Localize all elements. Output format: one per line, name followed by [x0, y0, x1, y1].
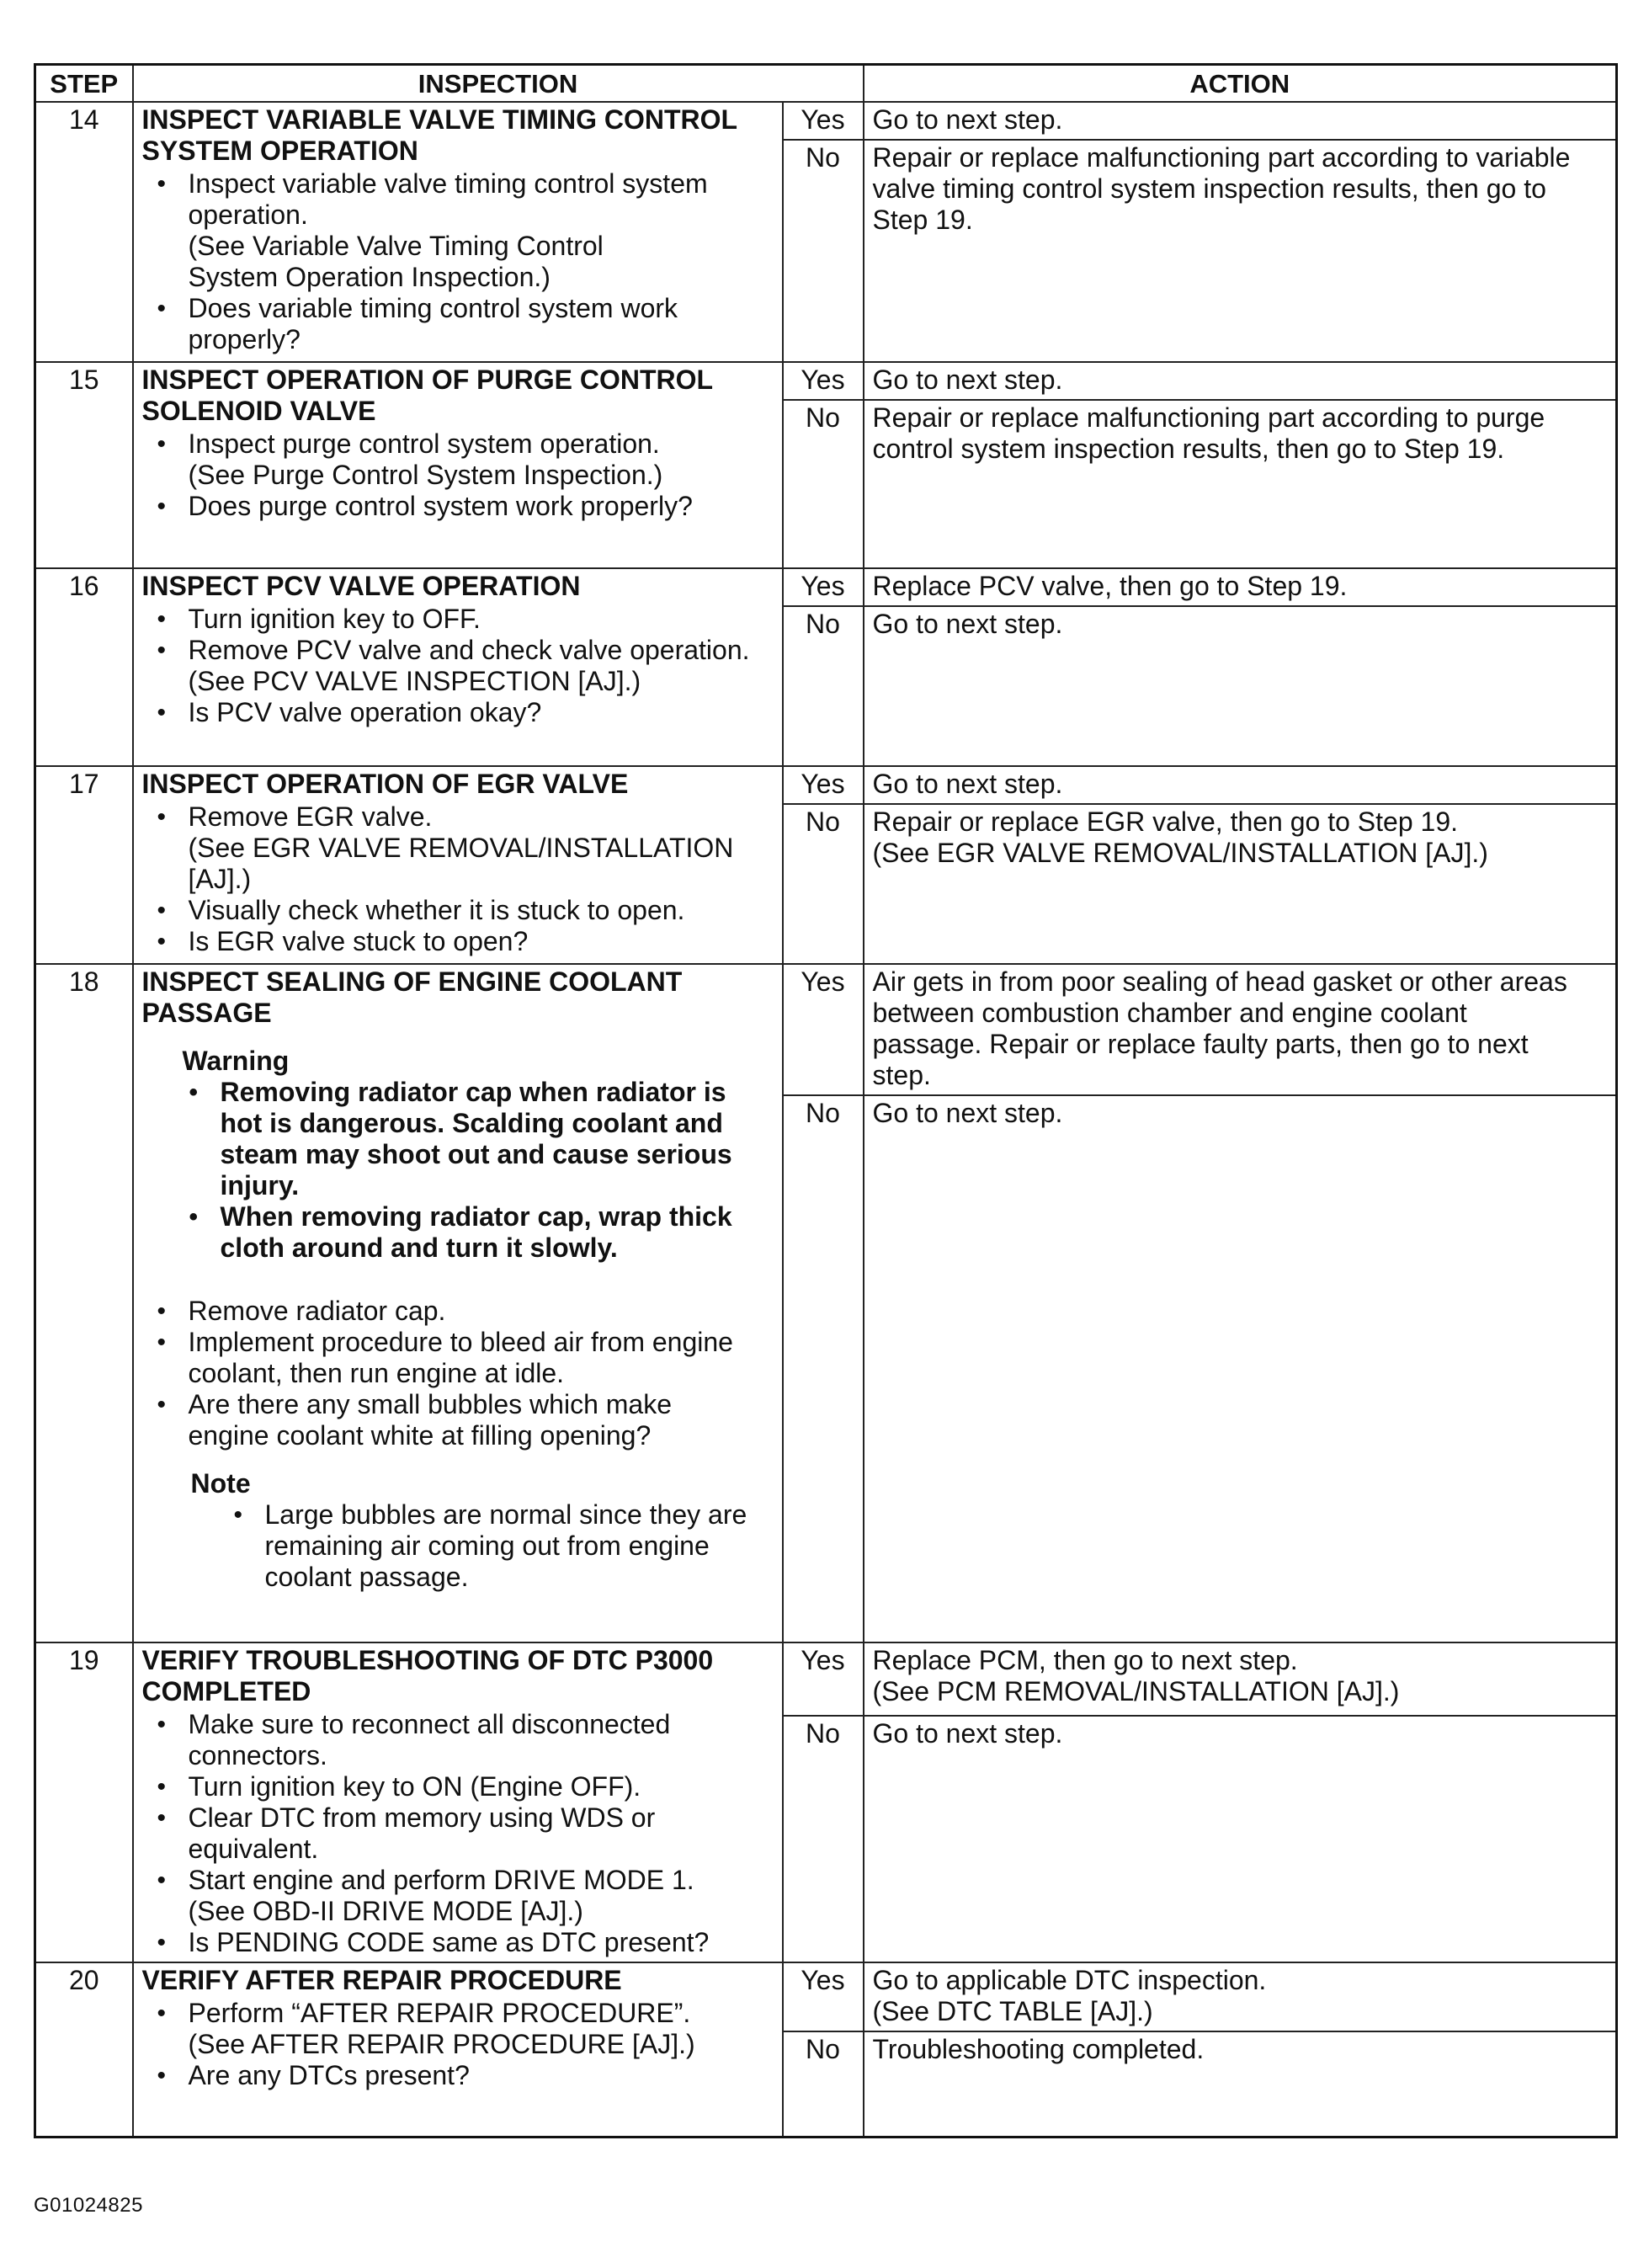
- step-title: [142, 365, 774, 427]
- warning-item-line: injury.: [220, 1170, 300, 1201]
- inspection-cell: [133, 964, 783, 1642]
- note-title: Note: [190, 1468, 251, 1499]
- inspection-item: [189, 1709, 774, 1771]
- inspection-item-list: [142, 1296, 774, 1451]
- inspection-item-list: [142, 1998, 774, 2091]
- no-action-line: Go to next step.: [872, 1098, 1063, 1128]
- warning-title: Warning: [182, 1046, 290, 1076]
- no-label: No: [783, 140, 864, 362]
- no-action-line: control system inspection results, then go to Step 19.: [872, 434, 1505, 464]
- no-action: [864, 400, 1617, 568]
- inspection-item-line: • Does purge control system work properly?: [188, 491, 693, 521]
- inspection-item-line: operation.: [188, 200, 308, 230]
- note-block: [142, 1468, 774, 1593]
- no-action-line: Repair or replace malfunctioning part according to variable: [872, 142, 1571, 173]
- inspection-item: [189, 1771, 774, 1802]
- inspection-item-line: • Perform “AFTER REPAIR PROCEDURE”.: [188, 1998, 691, 2028]
- yes-action-line: between combustion chamber and engine coolant: [872, 998, 1467, 1028]
- no-label: No: [783, 400, 864, 568]
- yes-action: [864, 1962, 1617, 2031]
- table-body: [35, 102, 1617, 2137]
- warning-item-line: • When removing radiator cap, wrap thick: [220, 1201, 732, 1232]
- no-label: No: [783, 606, 864, 766]
- inspection-item: [189, 801, 774, 895]
- step-number: 16: [35, 568, 133, 766]
- inspection-item-line: • Make sure to reconnect all disconnected: [188, 1709, 671, 1739]
- no-action-line: valve timing control system inspection results, then go to: [872, 173, 1546, 204]
- inspection-cell: [133, 766, 783, 964]
- image-reference-code: G01024825: [34, 2194, 143, 2217]
- header-step: STEP: [35, 65, 133, 103]
- step-title-line: INSPECT PCV VALVE OPERATION: [141, 571, 581, 601]
- step-title: [142, 1645, 774, 1707]
- inspection-item: [189, 1927, 774, 1958]
- yes-action: [864, 766, 1617, 804]
- inspection-cell: [133, 102, 783, 362]
- inspection-item-line: equivalent.: [188, 1834, 319, 1864]
- yes-action-line: Replace PCM, then go to next step.: [872, 1645, 1298, 1675]
- note-item-line: remaining air coming out from engine: [264, 1531, 710, 1561]
- warning-block: [142, 1046, 774, 1264]
- yes-action: [864, 362, 1617, 400]
- yes-label: Yes: [783, 362, 864, 400]
- yes-action: [864, 568, 1617, 606]
- yes-label: Yes: [783, 568, 864, 606]
- step-title-line: INSPECT OPERATION OF PURGE CONTROL: [141, 365, 714, 395]
- no-action: [864, 140, 1617, 362]
- inspection-item-line: (See Variable Valve Timing Control: [188, 231, 604, 261]
- yes-action-line: Go to next step.: [872, 104, 1063, 135]
- inspection-item: [189, 1802, 774, 1865]
- yes-action-line: Replace PCV valve, then go to Step 19.: [872, 571, 1348, 601]
- no-action-line: (See EGR VALVE REMOVAL/INSTALLATION [AJ].): [872, 838, 1488, 868]
- no-action: [864, 1716, 1617, 1962]
- yes-action-line: Go to next step.: [872, 769, 1063, 799]
- inspection-item-line: coolant, then run engine at idle.: [188, 1358, 565, 1388]
- inspection-item-line: • Remove EGR valve.: [188, 801, 433, 832]
- step-number: 19: [35, 1642, 133, 1962]
- inspection-item: [189, 1998, 774, 2060]
- header-action: ACTION: [864, 65, 1617, 103]
- yes-action: [864, 102, 1617, 140]
- step-row-20: [35, 1962, 1617, 2031]
- step-number: 15: [35, 362, 133, 568]
- inspection-item-line: (See OBD-II DRIVE MODE [AJ].): [188, 1896, 583, 1926]
- no-label: No: [783, 1716, 864, 1962]
- step-title: [142, 1965, 774, 1996]
- inspection-item: [189, 635, 774, 697]
- inspection-item-line: • Inspect purge control system operation.: [188, 429, 660, 459]
- inspection-item-line: • Is PENDING CODE same as DTC present?: [188, 1927, 710, 1957]
- note-item-line: • Large bubbles are normal since they are: [264, 1499, 747, 1530]
- inspection-item-line: (See AFTER REPAIR PROCEDURE [AJ].): [188, 2029, 695, 2059]
- no-action: [864, 804, 1617, 964]
- inspection-item-line: • Start engine and perform DRIVE MODE 1.: [188, 1865, 694, 1895]
- inspection-item-line: • Does variable timing control system work: [188, 293, 678, 323]
- inspection-item-list: [142, 801, 774, 957]
- warning-item-line: hot is dangerous. Scalding coolant and: [220, 1108, 723, 1138]
- inspection-item-list: [142, 429, 774, 522]
- no-action-line: Go to next step.: [872, 1717, 1063, 1749]
- step-title: [142, 104, 774, 167]
- step-title-line: SOLENOID VALVE: [141, 396, 376, 426]
- step-row-18: [35, 964, 1617, 1095]
- inspection-item-line: (See Purge Control System Inspection.): [188, 460, 663, 490]
- inspection-item-line: properly?: [188, 324, 301, 354]
- yes-action-line: Air gets in from poor sealing of head gasket or other areas: [872, 966, 1567, 997]
- step-row-15: [35, 362, 1617, 400]
- step-number: 18: [35, 964, 133, 1642]
- inspection-item: [189, 604, 774, 635]
- yes-label: Yes: [783, 102, 864, 140]
- inspection-item-line: (See EGR VALVE REMOVAL/INSTALLATION: [188, 833, 734, 863]
- step-title-line: SYSTEM OPERATION: [141, 136, 418, 166]
- inspection-item-line: • Turn ignition key to ON (Engine OFF).: [188, 1771, 641, 1802]
- step-row-17: [35, 766, 1617, 804]
- inspection-item: [189, 1327, 774, 1389]
- yes-action-line: step.: [872, 1060, 931, 1090]
- yes-action-line: (See DTC TABLE [AJ].): [872, 1996, 1153, 2026]
- inspection-item-line: • Remove PCV valve and check valve operation.: [188, 635, 750, 665]
- warning-item-line: cloth around and turn it slowly.: [220, 1232, 618, 1263]
- yes-action-line: Go to next step.: [872, 365, 1063, 395]
- inspection-item-line: • Is PCV valve operation okay?: [188, 697, 542, 727]
- step-title-line: PASSAGE: [141, 998, 272, 1028]
- inspection-item-line: • Is EGR valve stuck to open?: [188, 926, 529, 956]
- inspection-item-line: • Visually check whether it is stuck to open.: [188, 895, 685, 925]
- no-action-line: Go to next step.: [872, 609, 1063, 639]
- inspection-item-line: • Are there any small bubbles which make: [188, 1389, 672, 1419]
- note-item-list: [191, 1499, 774, 1593]
- step-title: [142, 966, 774, 1029]
- no-label: No: [783, 2031, 864, 2137]
- inspection-item-line: • Remove radiator cap.: [188, 1296, 446, 1326]
- inspection-cell: [133, 1962, 783, 2137]
- inspection-item-line: • Inspect variable valve timing control system: [188, 168, 708, 199]
- no-label: No: [783, 1095, 864, 1642]
- step-title: [142, 571, 774, 602]
- inspection-item: [189, 168, 774, 293]
- step-title: [142, 769, 774, 800]
- step-number: 20: [35, 1962, 133, 2137]
- inspection-item: [189, 429, 774, 491]
- inspection-item-list: [142, 1709, 774, 1958]
- yes-label: Yes: [783, 964, 864, 1095]
- inspection-item-list: [142, 168, 774, 355]
- yes-action: [864, 964, 1617, 1095]
- step-title-line: INSPECT OPERATION OF EGR VALVE: [141, 769, 629, 799]
- step-title-line: VERIFY AFTER REPAIR PROCEDURE: [141, 1965, 622, 1995]
- no-label: No: [783, 804, 864, 964]
- step-title-line: VERIFY TROUBLESHOOTING OF DTC P3000: [141, 1645, 714, 1675]
- yes-label: Yes: [783, 1962, 864, 2031]
- inspection-item: [189, 2060, 774, 2091]
- warning-item-line: steam may shoot out and cause serious: [220, 1139, 732, 1169]
- note-item: [265, 1499, 774, 1593]
- inspection-item: [189, 697, 774, 728]
- step-title-line: COMPLETED: [141, 1676, 311, 1706]
- inspection-item-line: • Implement procedure to bleed air from engine: [188, 1327, 733, 1357]
- step-number: 17: [35, 766, 133, 964]
- inspection-item: [189, 293, 774, 355]
- no-action-line: Step 19.: [872, 205, 973, 235]
- inspection-item-list: [142, 604, 774, 728]
- yes-action: [864, 1642, 1617, 1716]
- no-action-line: Repair or replace EGR valve, then go to Step 19.: [872, 807, 1458, 837]
- inspection-cell: [133, 568, 783, 766]
- inspection-item: [189, 895, 774, 926]
- inspection-item: [189, 1865, 774, 1927]
- inspection-item: [189, 491, 774, 522]
- no-action: [864, 606, 1617, 766]
- inspection-cell: [133, 1642, 783, 1962]
- no-action-line: Troubleshooting completed.: [872, 2034, 1205, 2064]
- inspection-item-line: (See PCV VALVE INSPECTION [AJ].): [188, 666, 641, 696]
- yes-action-line: Go to applicable DTC inspection.: [872, 1965, 1267, 1995]
- inspection-item-line: engine coolant white at filling opening?: [188, 1420, 652, 1451]
- inspection-item-line: System Operation Inspection.): [188, 262, 551, 292]
- yes-action-line: passage. Repair or replace faulty parts, then go to next: [872, 1029, 1529, 1059]
- yes-label: Yes: [783, 1642, 864, 1716]
- diagnostic-procedure-table: [34, 63, 1618, 2138]
- step-row-19: [35, 1642, 1617, 1716]
- yes-label: Yes: [783, 766, 864, 804]
- yes-action-line: (See PCM REMOVAL/INSTALLATION [AJ].): [872, 1676, 1400, 1706]
- inspection-item-line: [AJ].): [188, 864, 252, 894]
- header-inspection: INSPECTION: [133, 65, 864, 103]
- warning-item-list: [183, 1077, 774, 1264]
- table-header-row: [35, 65, 1617, 103]
- step-number: 14: [35, 102, 133, 362]
- inspection-item-line: • Are any DTCs present?: [188, 2060, 470, 2090]
- warning-item: [221, 1077, 774, 1201]
- inspection-item: [189, 926, 774, 957]
- inspection-item-line: • Turn ignition key to OFF.: [188, 604, 481, 634]
- no-action: [864, 1095, 1617, 1642]
- inspection-item: [189, 1296, 774, 1327]
- inspection-item-line: • Clear DTC from memory using WDS or: [188, 1802, 656, 1833]
- step-title-line: INSPECT SEALING OF ENGINE COOLANT: [141, 966, 683, 997]
- warning-item: [221, 1201, 774, 1264]
- note-item-line: coolant passage.: [264, 1562, 469, 1592]
- step-row-16: [35, 568, 1617, 606]
- no-action-line: Repair or replace malfunctioning part according to purge: [872, 402, 1545, 433]
- inspection-item-line: connectors.: [188, 1740, 327, 1770]
- warning-item-line: • Removing radiator cap when radiator is: [220, 1077, 726, 1107]
- step-title-line: INSPECT VARIABLE VALVE TIMING CONTROL: [141, 104, 738, 135]
- step-row-14: [35, 102, 1617, 140]
- no-action: [864, 2031, 1617, 2137]
- inspection-item: [189, 1389, 774, 1451]
- inspection-cell: [133, 362, 783, 568]
